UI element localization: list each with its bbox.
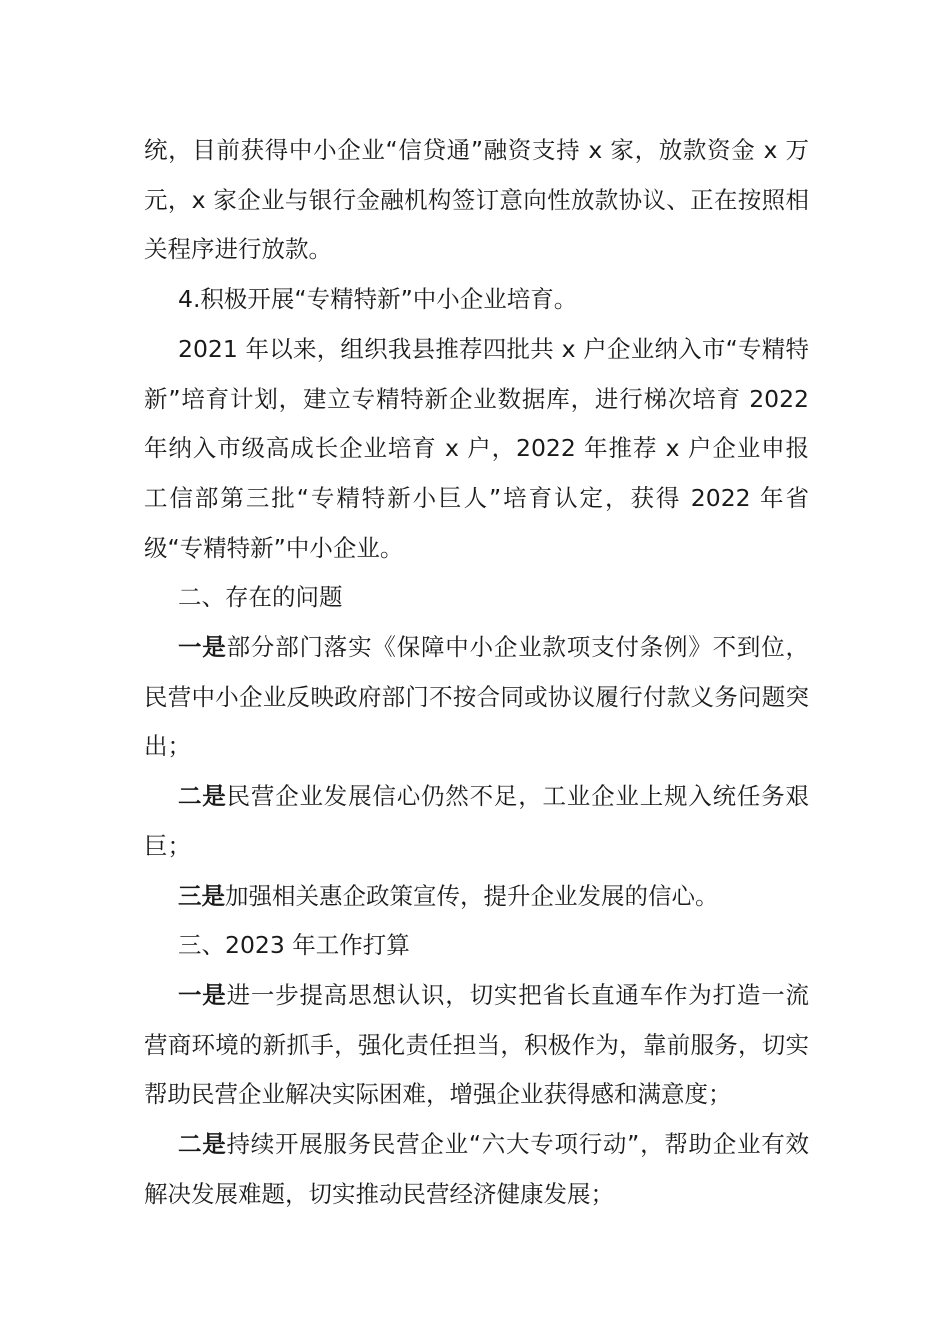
paragraph-text: 4.积极开展“专精特新”中小企业培育。 bbox=[178, 285, 578, 314]
section-heading-plans bbox=[144, 921, 809, 971]
paragraph-cultivation-details bbox=[144, 325, 809, 574]
item-text: 民营企业发展信心仍然不足，工业企业上规入统任务艰巨； bbox=[144, 782, 810, 860]
item-lead: 一是 bbox=[178, 633, 227, 662]
item-lead: 三是 bbox=[178, 881, 225, 910]
heading-text: 三、2023 年工作打算 bbox=[178, 931, 410, 960]
item-text: 持续开展服务民营企业“六大专项行动”，帮助企业有效解决发展难题，切实推动民营经济健康发展； bbox=[144, 1130, 810, 1208]
problem-item-2 bbox=[144, 772, 809, 871]
paragraph-text: 2021 年以来，组织我县推荐四批共 x 户企业纳入市“专精特新”培育计划，建立专精特新企业数据库，进行梯次培育 2022 年纳入市级高成长企业培育 x 户，2022 年推荐 x 户企业申报工信部第三批“专精特新小巨人”培育认定，获得 2022 年省级“专精特新”中小企业。 bbox=[144, 334, 809, 562]
subheading-specialized-cultivation bbox=[144, 275, 809, 325]
problem-item-1 bbox=[144, 623, 809, 772]
item-text: 部分部门落实《保障中小企业款项支付条例》不到位，民营中小企业反映政府部门不按合同或协议履行付款义务问题突出； bbox=[144, 633, 810, 761]
plan-item-2 bbox=[144, 1120, 809, 1219]
heading-text: 二、存在的问题 bbox=[178, 583, 343, 612]
item-text: 进一步提高思想认识，切实把省长直通车作为打造一流营商环境的新抓手，强化责任担当，积极作为，靠前服务，切实帮助民营企业解决实际困难，增强企业获得感和满意度； bbox=[144, 980, 810, 1109]
problem-item-3 bbox=[144, 872, 809, 922]
section-heading-problems bbox=[144, 573, 809, 623]
paragraph-continuation bbox=[144, 126, 809, 275]
plan-item-1 bbox=[144, 971, 809, 1120]
item-lead: 二是 bbox=[178, 1130, 227, 1159]
item-lead: 二是 bbox=[178, 782, 227, 811]
item-lead: 一是 bbox=[178, 980, 227, 1009]
item-text: 加强相关惠企政策宣传，提升企业发展的信心。 bbox=[225, 881, 719, 910]
paragraph-text: 统，目前获得中小企业“信贷通”融资支持 x 家，放款资金 x 万元，x 家企业与银行金融机构签订意向性放款协议、正在按照相关程序进行放款。 bbox=[144, 136, 809, 264]
document-page bbox=[144, 126, 809, 1219]
